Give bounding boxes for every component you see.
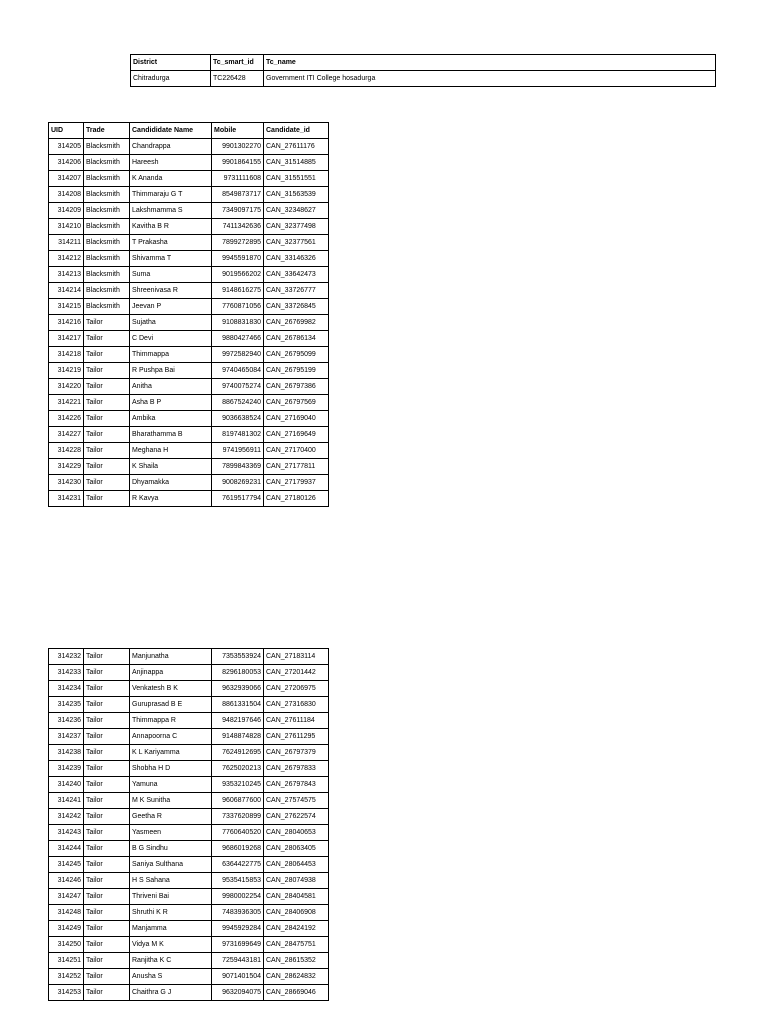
trade-cell: Tailor xyxy=(84,969,130,985)
candidate-id-cell: CAN_33146326 xyxy=(264,251,329,267)
table-row xyxy=(49,395,329,411)
mobile-cell: 8197481302 xyxy=(212,427,264,443)
candidate-name-cell: Yamuna xyxy=(130,777,212,793)
uid-cell: 314251 xyxy=(49,953,84,969)
table-row xyxy=(49,427,329,443)
trade-cell: Tailor xyxy=(84,905,130,921)
table-row xyxy=(49,299,329,315)
mobile-cell: 9731111608 xyxy=(212,171,264,187)
trade-cell: Tailor xyxy=(84,873,130,889)
mobile-cell: 7349097175 xyxy=(212,203,264,219)
candidate-id-cell: CAN_26797569 xyxy=(264,395,329,411)
trade-cell: Tailor xyxy=(84,491,130,507)
trade-cell: Tailor xyxy=(84,427,130,443)
mobile-cell: 7411342636 xyxy=(212,219,264,235)
uid-cell: 314240 xyxy=(49,777,84,793)
table-row xyxy=(49,363,329,379)
table-row xyxy=(49,315,329,331)
trade-cell: Tailor xyxy=(84,475,130,491)
uid-cell: 314243 xyxy=(49,825,84,841)
candidate-name-cell: Thimmaraju G T xyxy=(130,187,212,203)
trade-cell: Tailor xyxy=(84,761,130,777)
candidate-id-cell: CAN_33726777 xyxy=(264,283,329,299)
header-tc-name: Tc_name xyxy=(264,55,716,71)
trade-cell: Tailor xyxy=(84,665,130,681)
candidate-name-cell: Ambika xyxy=(130,411,212,427)
trade-cell: Tailor xyxy=(84,315,130,331)
trade-cell: Tailor xyxy=(84,921,130,937)
uid-cell: 314241 xyxy=(49,793,84,809)
mobile-cell: 9071401504 xyxy=(212,969,264,985)
candidate-table-1 xyxy=(48,122,329,507)
candidate-id-cell: CAN_26786134 xyxy=(264,331,329,347)
table-row xyxy=(49,857,329,873)
trade-cell: Tailor xyxy=(84,713,130,729)
mobile-cell: 9353210245 xyxy=(212,777,264,793)
mobile-cell: 7483936305 xyxy=(212,905,264,921)
uid-cell: 314234 xyxy=(49,681,84,697)
trade-cell: Tailor xyxy=(84,347,130,363)
trade-cell: Tailor xyxy=(84,379,130,395)
table-row xyxy=(49,155,329,171)
mobile-cell: 7624912695 xyxy=(212,745,264,761)
mobile-cell: 9632939066 xyxy=(212,681,264,697)
trade-cell: Blacksmith xyxy=(84,251,130,267)
tc-smart-id-cell: TC226428 xyxy=(211,71,264,87)
candidate-rows-1 xyxy=(49,139,329,507)
uid-cell: 314215 xyxy=(49,299,84,315)
table-row xyxy=(49,379,329,395)
table-row xyxy=(49,171,329,187)
candidate-id-cell: CAN_26795099 xyxy=(264,347,329,363)
table-row xyxy=(49,729,329,745)
header-tc-smart-id: Tc_smart_id xyxy=(211,55,264,71)
uid-cell: 314248 xyxy=(49,905,84,921)
candidate-id-cell: CAN_31514885 xyxy=(264,155,329,171)
candidate-id-cell: CAN_27574575 xyxy=(264,793,329,809)
uid-cell: 314249 xyxy=(49,921,84,937)
header-candidate-id: Candidate_id xyxy=(264,123,329,139)
table-header-row xyxy=(131,55,716,71)
trade-cell: Tailor xyxy=(84,937,130,953)
table-row xyxy=(49,203,329,219)
candidate-name-cell: Thimmappa xyxy=(130,347,212,363)
candidate-name-cell: Hareesh xyxy=(130,155,212,171)
uid-cell: 314214 xyxy=(49,283,84,299)
trade-cell: Tailor xyxy=(84,809,130,825)
trade-cell: Tailor xyxy=(84,777,130,793)
uid-cell: 314211 xyxy=(49,235,84,251)
candidate-name-cell: Yasmeen xyxy=(130,825,212,841)
candidate-name-cell: Anjinappa xyxy=(130,665,212,681)
trade-cell: Tailor xyxy=(84,681,130,697)
table-row xyxy=(49,889,329,905)
mobile-cell: 9482197646 xyxy=(212,713,264,729)
table-row xyxy=(49,187,329,203)
candidate-id-cell: CAN_28074938 xyxy=(264,873,329,889)
candidate-id-cell: CAN_26795199 xyxy=(264,363,329,379)
mobile-cell: 7899843369 xyxy=(212,459,264,475)
mobile-cell: 9901864155 xyxy=(212,155,264,171)
candidate-name-cell: Lakshmamma S xyxy=(130,203,212,219)
candidate-name-cell: Geetha R xyxy=(130,809,212,825)
mobile-cell: 7899272895 xyxy=(212,235,264,251)
trade-cell: Blacksmith xyxy=(84,299,130,315)
mobile-cell: 7337620899 xyxy=(212,809,264,825)
candidate-name-cell: Guruprasad B E xyxy=(130,697,212,713)
mobile-cell: 9880427466 xyxy=(212,331,264,347)
candidate-name-cell: Bharathamma B xyxy=(130,427,212,443)
table-row xyxy=(49,873,329,889)
uid-cell: 314219 xyxy=(49,363,84,379)
uid-cell: 314206 xyxy=(49,155,84,171)
trade-cell: Blacksmith xyxy=(84,187,130,203)
trade-cell: Blacksmith xyxy=(84,219,130,235)
mobile-cell: 8861331504 xyxy=(212,697,264,713)
mobile-cell: 7353553924 xyxy=(212,649,264,665)
candidate-id-cell: CAN_26797386 xyxy=(264,379,329,395)
candidate-id-cell: CAN_27179937 xyxy=(264,475,329,491)
candidate-id-cell: CAN_27316830 xyxy=(264,697,329,713)
candidate-id-cell: CAN_27622574 xyxy=(264,809,329,825)
uid-cell: 314244 xyxy=(49,841,84,857)
candidate-id-cell: CAN_28424192 xyxy=(264,921,329,937)
table-row xyxy=(49,235,329,251)
table-row xyxy=(49,443,329,459)
trade-cell: Blacksmith xyxy=(84,267,130,283)
candidate-id-cell: CAN_28406908 xyxy=(264,905,329,921)
uid-cell: 314233 xyxy=(49,665,84,681)
trade-cell: Blacksmith xyxy=(84,171,130,187)
uid-cell: 314239 xyxy=(49,761,84,777)
candidate-id-cell: CAN_27611295 xyxy=(264,729,329,745)
uid-cell: 314208 xyxy=(49,187,84,203)
candidate-name-cell: K L Kariyamma xyxy=(130,745,212,761)
candidate-rows-2 xyxy=(49,649,329,1001)
candidate-id-cell: CAN_27611184 xyxy=(264,713,329,729)
candidate-id-cell: CAN_27169649 xyxy=(264,427,329,443)
table-row xyxy=(49,809,329,825)
candidate-id-cell: CAN_33642473 xyxy=(264,267,329,283)
candidate-name-cell: Venkatesh B K xyxy=(130,681,212,697)
candidate-name-cell: Shobha H D xyxy=(130,761,212,777)
mobile-cell: 9036638524 xyxy=(212,411,264,427)
uid-cell: 314250 xyxy=(49,937,84,953)
uid-cell: 314231 xyxy=(49,491,84,507)
table-row xyxy=(49,697,329,713)
table-row xyxy=(49,825,329,841)
candidate-id-cell: CAN_32348627 xyxy=(264,203,329,219)
candidate-id-cell: CAN_27177811 xyxy=(264,459,329,475)
table-row xyxy=(49,665,329,681)
table-row xyxy=(49,139,329,155)
uid-cell: 314237 xyxy=(49,729,84,745)
table-row xyxy=(49,713,329,729)
candidate-name-cell: H S Sahana xyxy=(130,873,212,889)
table-row xyxy=(49,793,329,809)
trade-cell: Tailor xyxy=(84,825,130,841)
table-row xyxy=(49,969,329,985)
candidate-id-cell: CAN_26769982 xyxy=(264,315,329,331)
district-cell: Chitradurga xyxy=(131,71,211,87)
trade-cell: Tailor xyxy=(84,841,130,857)
candidate-name-cell: Sujatha xyxy=(130,315,212,331)
trade-cell: Tailor xyxy=(84,697,130,713)
mobile-cell: 8549873717 xyxy=(212,187,264,203)
trade-cell: Tailor xyxy=(84,889,130,905)
uid-cell: 314216 xyxy=(49,315,84,331)
table-row xyxy=(49,219,329,235)
uid-cell: 314235 xyxy=(49,697,84,713)
uid-cell: 314217 xyxy=(49,331,84,347)
trade-cell: Blacksmith xyxy=(84,235,130,251)
candidate-name-cell: Dhyamakka xyxy=(130,475,212,491)
table-row xyxy=(131,71,716,87)
candidate-name-cell: Ranjitha K C xyxy=(130,953,212,969)
candidate-id-cell: CAN_32377561 xyxy=(264,235,329,251)
table-row xyxy=(49,649,329,665)
header-trade: Trade xyxy=(84,123,130,139)
table-row xyxy=(49,475,329,491)
uid-cell: 314232 xyxy=(49,649,84,665)
header-candidate-name: Candididate Name xyxy=(130,123,212,139)
table-row xyxy=(49,905,329,921)
uid-cell: 314247 xyxy=(49,889,84,905)
uid-cell: 314236 xyxy=(49,713,84,729)
trade-cell: Tailor xyxy=(84,953,130,969)
candidate-name-cell: Manjunatha xyxy=(130,649,212,665)
uid-cell: 314245 xyxy=(49,857,84,873)
candidate-name-cell: Manjamma xyxy=(130,921,212,937)
mobile-cell: 9945591870 xyxy=(212,251,264,267)
table-row xyxy=(49,841,329,857)
table-row xyxy=(49,331,329,347)
candidate-id-cell: CAN_32377498 xyxy=(264,219,329,235)
table-row xyxy=(49,985,329,1001)
header-mobile: Mobile xyxy=(212,123,264,139)
mobile-cell: 9945929284 xyxy=(212,921,264,937)
candidate-name-cell: M K Sunitha xyxy=(130,793,212,809)
table-row xyxy=(49,251,329,267)
uid-cell: 314252 xyxy=(49,969,84,985)
candidate-id-cell: CAN_27169040 xyxy=(264,411,329,427)
candidate-id-cell: CAN_26797833 xyxy=(264,761,329,777)
table-row xyxy=(49,459,329,475)
table-row xyxy=(49,777,329,793)
candidate-name-cell: B G Sindhu xyxy=(130,841,212,857)
candidate-name-cell: Anusha S xyxy=(130,969,212,985)
trade-cell: Tailor xyxy=(84,363,130,379)
table-row xyxy=(49,953,329,969)
table-row xyxy=(49,411,329,427)
candidate-name-cell: Annapoorna C xyxy=(130,729,212,745)
uid-cell: 314220 xyxy=(49,379,84,395)
table-row xyxy=(49,491,329,507)
candidate-name-cell: K Ananda xyxy=(130,171,212,187)
candidate-name-cell: Asha B P xyxy=(130,395,212,411)
trade-cell: Blacksmith xyxy=(84,155,130,171)
candidate-id-cell: CAN_26797379 xyxy=(264,745,329,761)
candidate-name-cell: Shruthi K R xyxy=(130,905,212,921)
trade-cell: Tailor xyxy=(84,395,130,411)
mobile-cell: 9008269231 xyxy=(212,475,264,491)
training-center-table xyxy=(130,54,716,87)
candidate-name-cell: T Prakasha xyxy=(130,235,212,251)
candidate-name-cell: R Pushpa Bai xyxy=(130,363,212,379)
mobile-cell: 7259443181 xyxy=(212,953,264,969)
candidate-name-cell: Thimmappa R xyxy=(130,713,212,729)
candidate-id-cell: CAN_31563539 xyxy=(264,187,329,203)
candidate-table-2 xyxy=(48,648,329,1001)
candidate-id-cell: CAN_31551551 xyxy=(264,171,329,187)
trade-cell: Tailor xyxy=(84,649,130,665)
mobile-cell: 9148874828 xyxy=(212,729,264,745)
mobile-cell: 9980002254 xyxy=(212,889,264,905)
candidate-id-cell: CAN_27170400 xyxy=(264,443,329,459)
candidate-id-cell: CAN_28475751 xyxy=(264,937,329,953)
candidate-name-cell: Kavitha B R xyxy=(130,219,212,235)
candidate-id-cell: CAN_28615352 xyxy=(264,953,329,969)
candidate-id-cell: CAN_27183114 xyxy=(264,649,329,665)
mobile-cell: 6364422775 xyxy=(212,857,264,873)
uid-cell: 314230 xyxy=(49,475,84,491)
candidate-id-cell: CAN_28669046 xyxy=(264,985,329,1001)
table-row xyxy=(49,745,329,761)
uid-cell: 314207 xyxy=(49,171,84,187)
table-row xyxy=(49,283,329,299)
mobile-cell: 9535415853 xyxy=(212,873,264,889)
mobile-cell: 9108831830 xyxy=(212,315,264,331)
candidate-id-cell: CAN_27180126 xyxy=(264,491,329,507)
mobile-cell: 7760640520 xyxy=(212,825,264,841)
table-row xyxy=(49,937,329,953)
trade-cell: Blacksmith xyxy=(84,139,130,155)
trade-cell: Tailor xyxy=(84,729,130,745)
candidate-name-cell: Shreenivasa R xyxy=(130,283,212,299)
table-header-row xyxy=(49,123,329,139)
trade-cell: Tailor xyxy=(84,857,130,873)
candidate-id-cell: CAN_28040653 xyxy=(264,825,329,841)
candidate-id-cell: CAN_26797843 xyxy=(264,777,329,793)
uid-cell: 314210 xyxy=(49,219,84,235)
candidate-name-cell: Suma xyxy=(130,267,212,283)
trade-cell: Tailor xyxy=(84,459,130,475)
candidate-name-cell: Anitha xyxy=(130,379,212,395)
mobile-cell: 9632094075 xyxy=(212,985,264,1001)
candidate-id-cell: CAN_27201442 xyxy=(264,665,329,681)
tc-name-cell: Government ITI College hosadurga xyxy=(264,71,716,87)
trade-cell: Tailor xyxy=(84,793,130,809)
header-district: District xyxy=(131,55,211,71)
table-row xyxy=(49,347,329,363)
trade-cell: Tailor xyxy=(84,985,130,1001)
uid-cell: 314238 xyxy=(49,745,84,761)
trade-cell: Tailor xyxy=(84,745,130,761)
uid-cell: 314212 xyxy=(49,251,84,267)
mobile-cell: 9019566202 xyxy=(212,267,264,283)
candidate-name-cell: Meghana H xyxy=(130,443,212,459)
candidate-name-cell: Chaithra G J xyxy=(130,985,212,1001)
mobile-cell: 9740465084 xyxy=(212,363,264,379)
candidate-id-cell: CAN_28064453 xyxy=(264,857,329,873)
mobile-cell: 9606877600 xyxy=(212,793,264,809)
uid-cell: 314246 xyxy=(49,873,84,889)
trade-cell: Blacksmith xyxy=(84,203,130,219)
candidate-name-cell: Jeevan P xyxy=(130,299,212,315)
mobile-cell: 8867524240 xyxy=(212,395,264,411)
mobile-cell: 9731699649 xyxy=(212,937,264,953)
uid-cell: 314253 xyxy=(49,985,84,1001)
trade-cell: Blacksmith xyxy=(84,283,130,299)
candidate-id-cell: CAN_27206975 xyxy=(264,681,329,697)
mobile-cell: 8296180053 xyxy=(212,665,264,681)
candidate-name-cell: Vidya M K xyxy=(130,937,212,953)
mobile-cell: 9148616275 xyxy=(212,283,264,299)
trade-cell: Tailor xyxy=(84,331,130,347)
mobile-cell: 7760871056 xyxy=(212,299,264,315)
candidate-name-cell: Chandrappa xyxy=(130,139,212,155)
table-row xyxy=(49,921,329,937)
uid-cell: 314229 xyxy=(49,459,84,475)
candidate-name-cell: Saniya Sulthana xyxy=(130,857,212,873)
candidate-id-cell: CAN_28404581 xyxy=(264,889,329,905)
table-row xyxy=(49,267,329,283)
trade-cell: Tailor xyxy=(84,443,130,459)
candidate-id-cell: CAN_28063405 xyxy=(264,841,329,857)
table-row xyxy=(49,761,329,777)
mobile-cell: 9740075274 xyxy=(212,379,264,395)
mobile-cell: 9686019268 xyxy=(212,841,264,857)
uid-cell: 314221 xyxy=(49,395,84,411)
candidate-name-cell: C Devi xyxy=(130,331,212,347)
candidate-name-cell: Shivamma T xyxy=(130,251,212,267)
uid-cell: 314226 xyxy=(49,411,84,427)
candidate-name-cell: Thriveni Bai xyxy=(130,889,212,905)
uid-cell: 314213 xyxy=(49,267,84,283)
candidate-name-cell: K Shaila xyxy=(130,459,212,475)
uid-cell: 314227 xyxy=(49,427,84,443)
candidate-id-cell: CAN_27611176 xyxy=(264,139,329,155)
uid-cell: 314218 xyxy=(49,347,84,363)
candidate-id-cell: CAN_28624832 xyxy=(264,969,329,985)
uid-cell: 314205 xyxy=(49,139,84,155)
mobile-cell: 7625020213 xyxy=(212,761,264,777)
uid-cell: 314242 xyxy=(49,809,84,825)
table-row xyxy=(49,681,329,697)
uid-cell: 314209 xyxy=(49,203,84,219)
mobile-cell: 9901302270 xyxy=(212,139,264,155)
candidate-name-cell: R Kavya xyxy=(130,491,212,507)
mobile-cell: 9741956911 xyxy=(212,443,264,459)
mobile-cell: 7619517794 xyxy=(212,491,264,507)
uid-cell: 314228 xyxy=(49,443,84,459)
header-uid: UID xyxy=(49,123,84,139)
candidate-id-cell: CAN_33726845 xyxy=(264,299,329,315)
trade-cell: Tailor xyxy=(84,411,130,427)
mobile-cell: 9972582940 xyxy=(212,347,264,363)
